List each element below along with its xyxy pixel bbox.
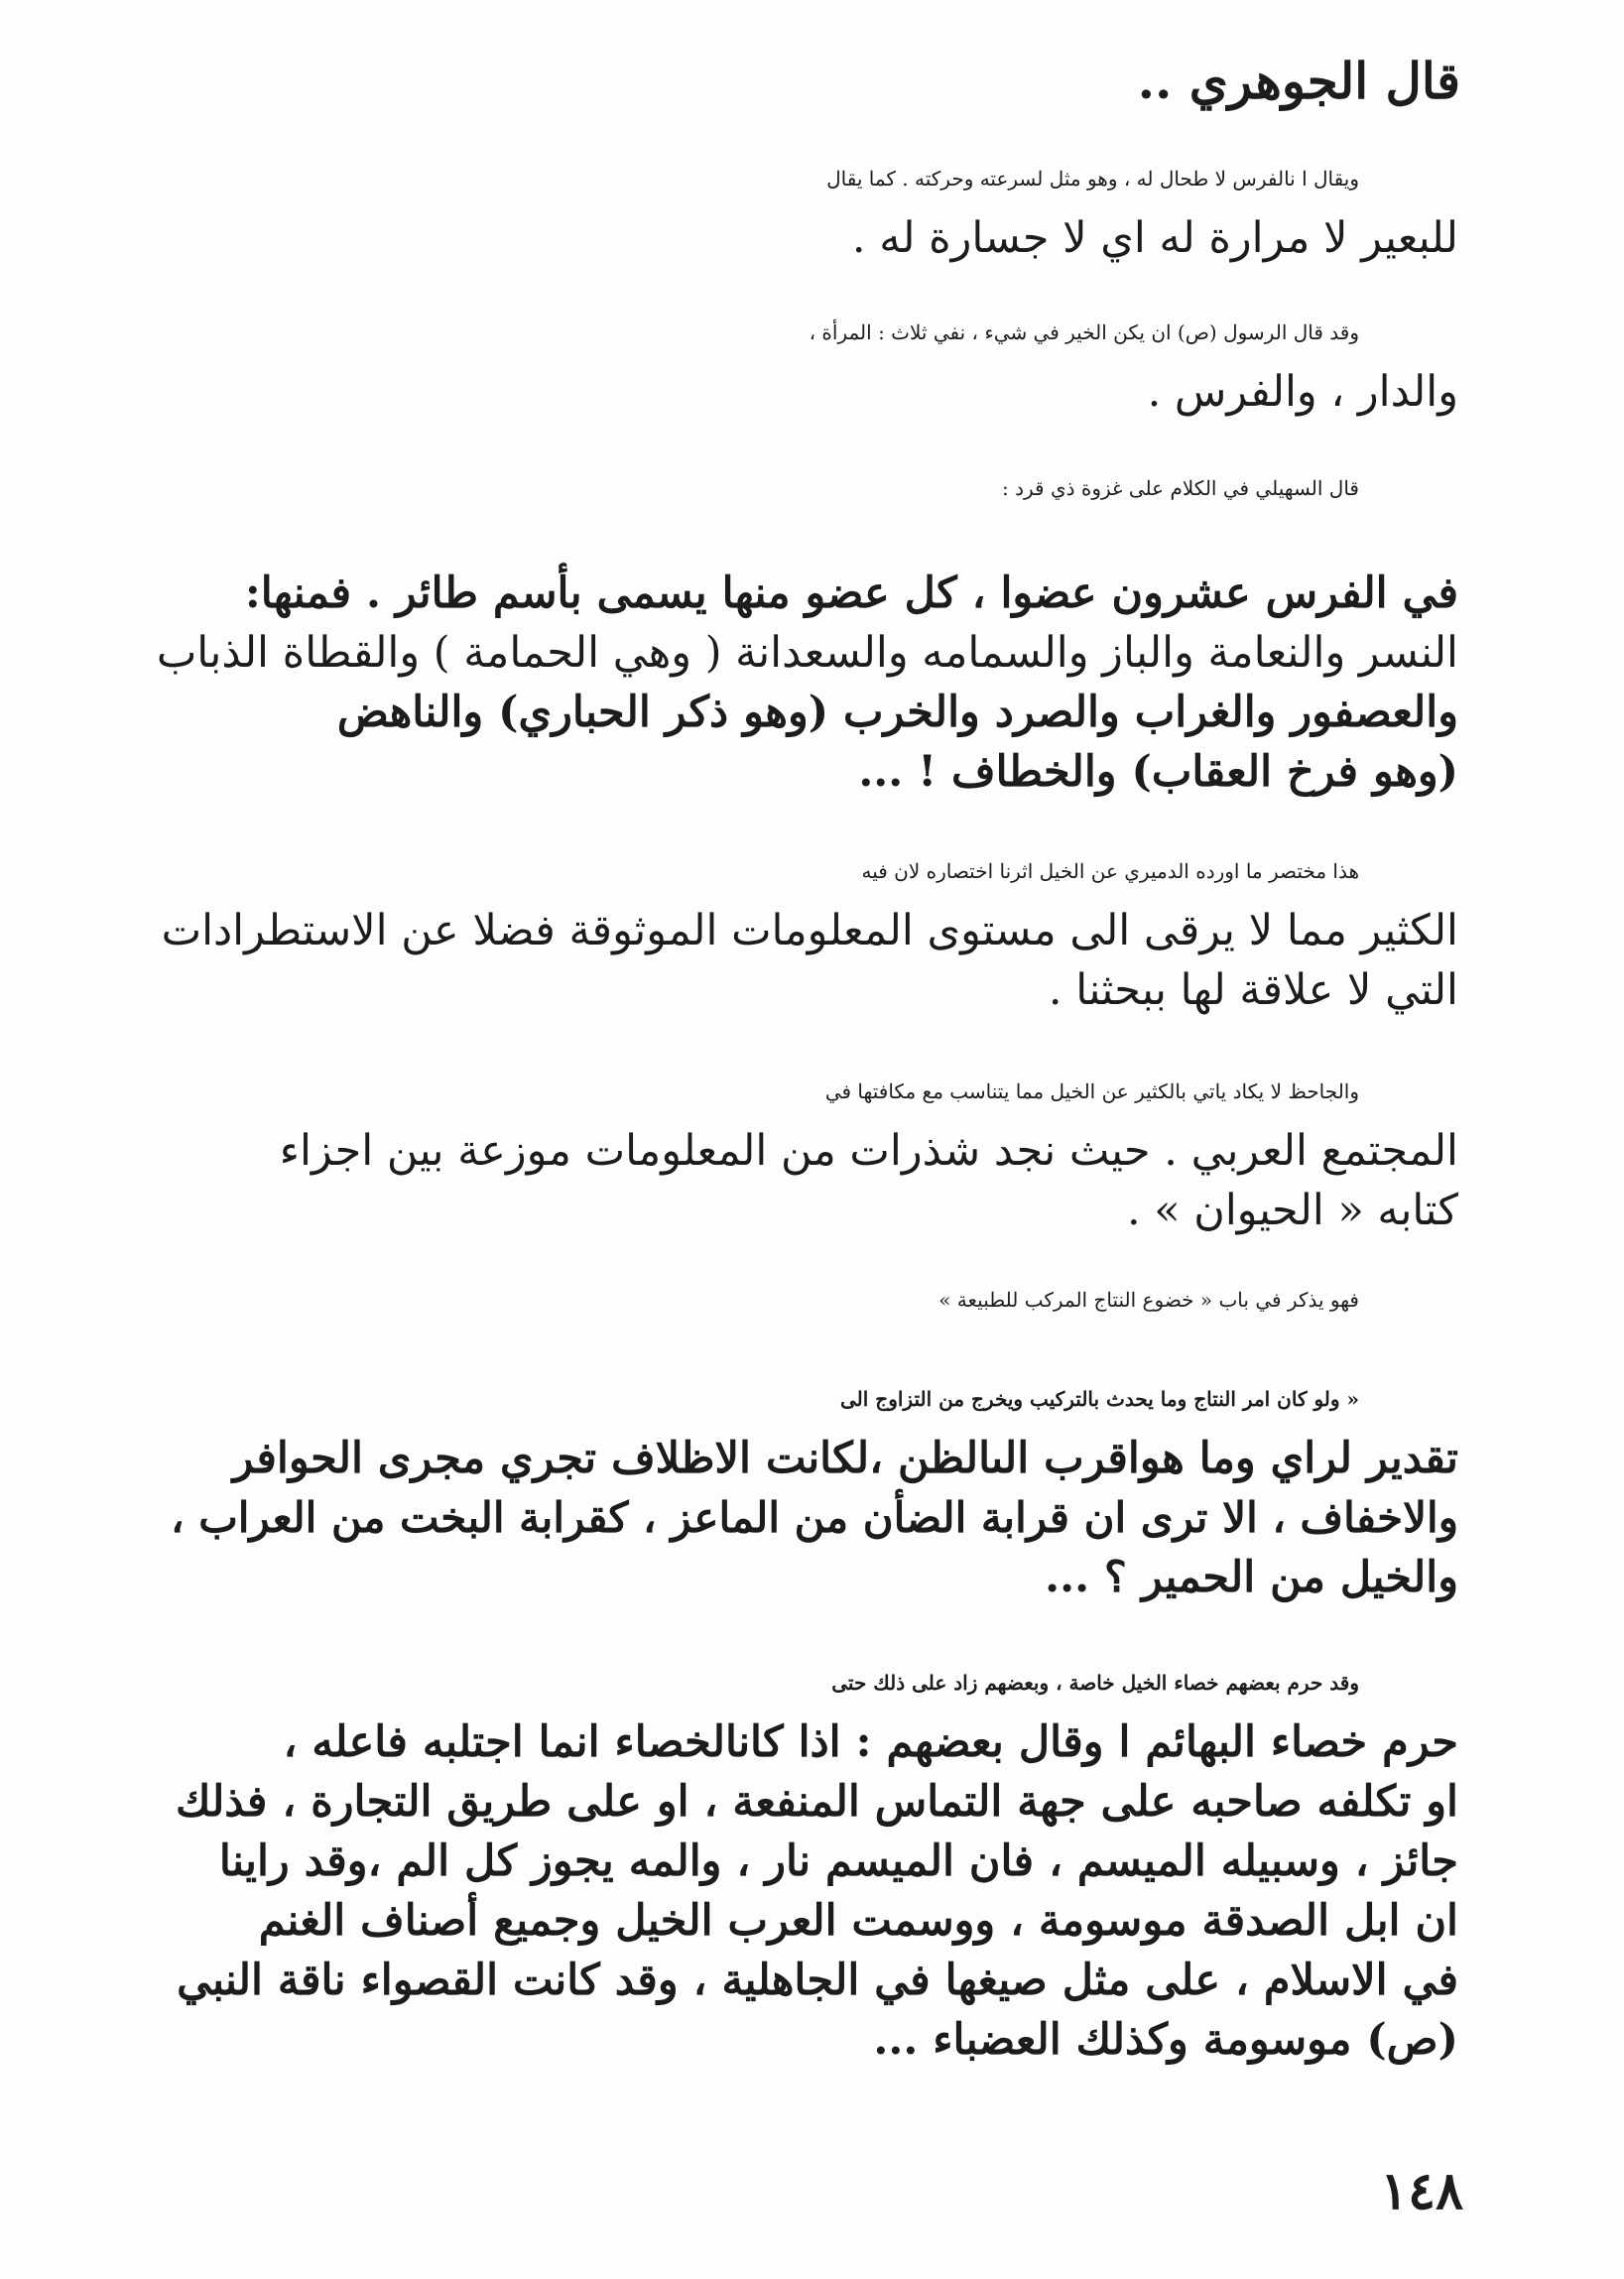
page-number: ١٤٨ — [1380, 2161, 1463, 2221]
text-line: للبعير لا مرارة له اي لا جسارة له . — [851, 213, 1458, 263]
text-line: والعصفور والغراب والصرد والخرب (وهو ذكر الحباري) والناهض — [336, 688, 1458, 737]
text-line: النسر والنعامة والباز والسمامه والسعدانة ( وهي الحمامة ) والقطاة الذباب — [156, 628, 1458, 678]
text-line: التي لا علاقة لها ببحثنا . — [1048, 965, 1458, 1015]
text-line: والدار ، والفرس . — [1147, 367, 1458, 417]
paragraph — [149, 458, 1458, 518]
text-line: والاخفاف ، الا ترى ان قرابة الضأن من الماعز ، كقرابة البخت من العراب ، — [171, 1493, 1458, 1542]
text-line: في الفرس عشرون عضوا ، كل عضو منها يسمى بأسم طائر . فمنها: — [244, 569, 1458, 618]
paragraph — [149, 303, 1458, 422]
quoted-paragraph — [149, 1369, 1458, 1607]
paragraph — [149, 149, 1458, 268]
paragraph — [149, 841, 1458, 1020]
section-heading: قال الجوهري .. — [1137, 52, 1460, 110]
text-line: وقد قال الرسول (ص) ان يكن الخير في شيء ، نفي ثلاث : المرأة ، — [809, 320, 1359, 344]
text-line: الكثير مما لا يرقى الى مستوى المعلومات الموثوقة فضلا عن الاستطرادات — [161, 906, 1458, 955]
text-line: والجاحظ لا يكاد ياتي بالكثير عن الخيل مما يتناسب مع مكافتها في — [824, 1079, 1359, 1103]
paragraph — [149, 1270, 1458, 1329]
text-line: (ص) موسومة وكذلك العضباء ... — [873, 2015, 1458, 2065]
text-line: كتابه « الحيوان » . — [1126, 1186, 1458, 1235]
text-line: والخيل من الحمير ؟ ... — [1045, 1553, 1458, 1602]
quoted-paragraph — [149, 564, 1458, 802]
text-line: (وهو فرخ العقاب) والخطاف ! ... — [858, 747, 1458, 797]
text-line: وقد حرم بعضهم خصاء الخيل خاصة ، وبعضهم زاد على ذلك حتى — [831, 1671, 1359, 1695]
quoted-paragraph — [149, 1653, 1458, 2070]
text-line: او تكلفه صاحبه على جهة التماس المنفعة ، او على طريق التجارة ، فذلك — [175, 1777, 1458, 1827]
text-line: ويقال ا نالفرس لا طحال له ، وهو مثل لسرعته وحركته . كما يقال — [826, 167, 1359, 190]
text-line: جائز ، وسبيله الميسم ، فان الميسم نار ، والمه يجوز كل الم ،وقد راينا — [218, 1836, 1458, 1886]
text-line: في الاسلام ، على مثل صيغها في الجاهلية ، وقد كانت القصواء ناقة النبي — [177, 1956, 1458, 2005]
text-line: تقدير لراي وما هواقرب الىالظن ،لكانت الاظلاف تجري مجرى الحوافر — [232, 1434, 1458, 1483]
text-line: قال السهيلي في الكلام على غزوة ذي قرد : — [1002, 476, 1359, 500]
paragraph — [149, 1062, 1458, 1240]
text-line: هذا مختصر ما اورده الدميري عن الخيل اثرنا اختصاره لان فيه — [861, 859, 1359, 883]
text-line: فهو يذكر في باب « خضوع النتاج المركب للطبيعة » — [938, 1288, 1359, 1312]
text-line: حرم خصاء البهائم ا وقال بعضهم : اذا كانالخصاء انما اجتلبه فاعله ، — [283, 1717, 1458, 1767]
text-line: « ولو كان امر النتاج وما يحدث بالتركيب ويخرج من التزاوج الى — [840, 1387, 1359, 1411]
text-line: المجتمع العربي . حيث نجد شذرات من المعلومات موزعة بين اجزاء — [279, 1126, 1458, 1176]
text-line: ان ابل الصدقة موسومة ، ووسمت العرب الخيل وجميع أصناف الغنم — [258, 1896, 1458, 1946]
